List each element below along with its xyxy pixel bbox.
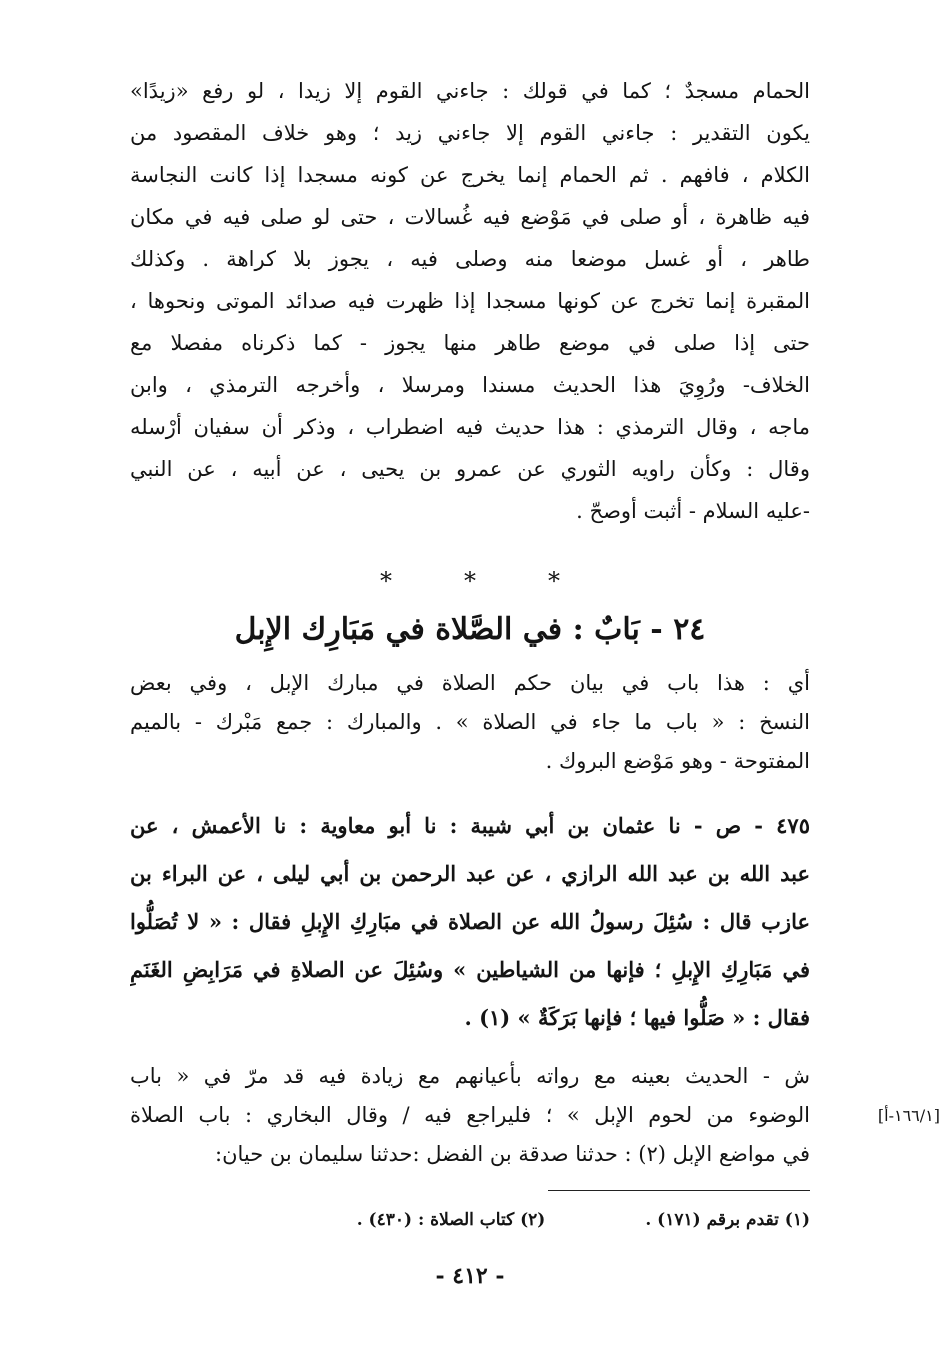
- chapter-heading: ٢٤ - بَابٌ : في الصَّلاة في مَبَارِك الإِبل: [234, 612, 706, 647]
- paragraph-commentary-continued: [130, 70, 810, 532]
- text-line: المقبرة إنما تخرج عن كونها مسجدا إذا ظهرت فيه صدائد الموتى ونحوها ،: [130, 289, 810, 313]
- text-line: فيه ظاهرة ، أو صلى في مَوْضع فيه غُسالات ، حتى لو صلى فيه في مكان: [130, 205, 810, 229]
- text-line: الحمام مسجدٌ ؛ كما في قولك : جاءني القوم إلا زيدا ، لو رفع «زيدًا»: [130, 79, 810, 103]
- star-icon: *: [464, 567, 476, 595]
- text-line: أي : هذا باب في بيان حكم الصلاة في مبارك الإبل ، وفي بعض: [130, 671, 810, 695]
- text-line: ماجه ، وقال الترمذي : هذا حديث فيه اضطراب ، وذكر أن سفيان أرْسله: [130, 415, 810, 439]
- text-line: طاهر ، أو غسل موضعا منه وصلى فيه ، يجوز بلا كراهة . وكذلك: [130, 247, 810, 271]
- star-icon: *: [380, 567, 392, 595]
- paragraph-chapter-explanation: [130, 664, 810, 781]
- text-line: عازب قال : سُئِلَ رسولُ الله عن الصلاة في مبَارِكِ الإِبلِ فقال : « لا تُصَلُّوا: [130, 909, 810, 934]
- text-line: النسخ : « باب ما جاء في الصلاة » . والمبارك : جمع مَبْرك - بالميم: [130, 710, 810, 734]
- text-line: في مواضع الإبل (٢) : حدثنا صدقة بن الفضل :حدثنا سليمان بن حيان:: [215, 1142, 810, 1166]
- text-line: الخلاف- ورُوِيَ هذا الحديث مسندا ومرسلا ، وأخرجه الترمذي ، وابن: [130, 373, 810, 397]
- text-line: الوضوء من لحوم الإبل » ؛ فليراجع فيه / وقال البخاري : باب الصلاة: [130, 1103, 810, 1127]
- text-line: ش - الحديث بعينه مع رواته بأعيانهم مع زيادة فيه قد مرّ في « باب: [130, 1064, 810, 1088]
- page-number: - ٤١٢ -: [435, 1263, 505, 1289]
- text-line: عبد الله بن عبد الله الرازي ، عن عبد الرحمن بن أبي ليلى ، عن البراء بن: [130, 861, 810, 886]
- footnote-divider: [548, 1190, 810, 1191]
- text-line: المفتوحة - وهو مَوْضع البروك .: [545, 749, 810, 773]
- footnotes: [240, 1200, 810, 1240]
- section-separator: [380, 566, 560, 596]
- text-line: في مَبَارِكِ الإِبلِ ؛ فإنها من الشياطين » وسُئِلَ عن الصلاةِ في مَرَابِضِ الغَنَمِ: [130, 957, 810, 982]
- manuscript-folio-note: [١٦٦/١-أ]: [877, 1106, 940, 1125]
- text-line: وقال : وكأن راويه الثوري عن عمرو بن يحيى ، عن أبيه ، عن النبي: [130, 457, 810, 481]
- hadith-text: [130, 802, 810, 1042]
- paragraph-hadith-commentary: [130, 1057, 810, 1174]
- footnote-1: (١) تقدم برقم (١٧١) .: [645, 1210, 810, 1230]
- text-line: يكون التقدير : جاءني القوم إلا جاءني زيد ؛ وهو خلاف المقصود من: [130, 121, 810, 145]
- star-icon: *: [548, 567, 560, 595]
- text-line: -عليه السلام - أثبت أوصحّ .: [576, 499, 810, 523]
- text-line: ٤٧٥ - ص - نا عثمان بن أبي شيبة : نا أبو معاوية : نا الأعمش ، عن: [130, 813, 810, 838]
- text-line: حتى إذا صلى في موضع طاهر منها يجوز - كما ذكرناه مفصلا مع: [130, 331, 810, 355]
- footnote-2: (٢) كتاب الصلاة : (٤٣٠) .: [356, 1210, 546, 1230]
- text-line: فقال : « صَلُّوا فيها ؛ فإنها بَرَكَةٌ » (١) .: [464, 1005, 810, 1030]
- text-line: الكلام ، فافهم . ثم الحمام إنما يخرج عن كونه مسجدا إذا كانت النجاسة: [130, 163, 810, 187]
